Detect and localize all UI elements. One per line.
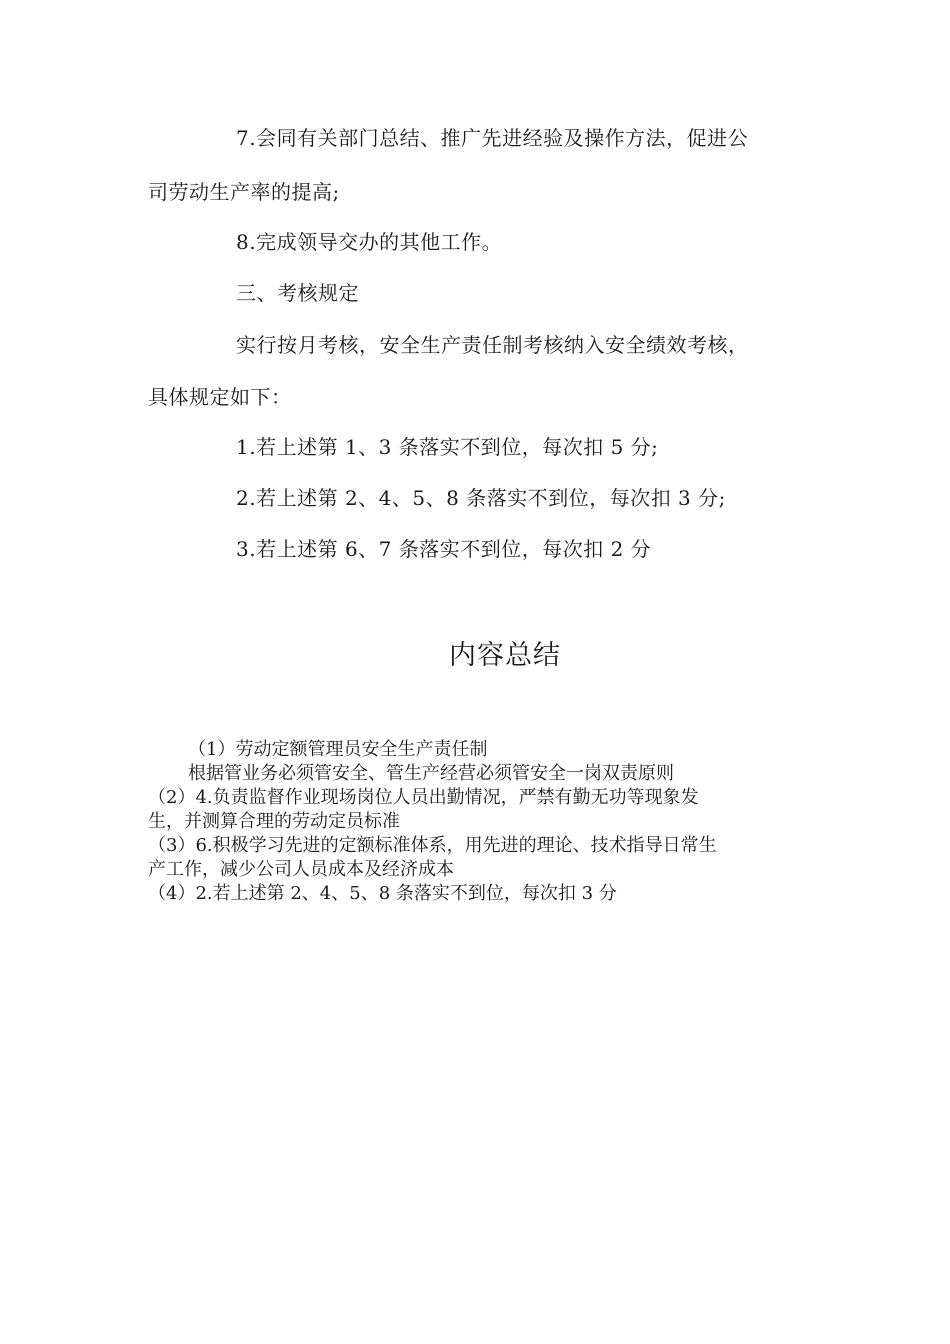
rule-item-1: 1.若上述第 1、3 条落实不到位，每次扣 5 分; [236,435,659,459]
summary-line-2: 根据管业务必须管安全、管生产经营必须管安全一岗双责原则 [188,763,674,784]
rule-item-2: 2.若上述第 2、4、5、8 条落实不到位，每次扣 3 分; [236,486,726,510]
summary-title: 内容总结 [449,640,561,671]
summary-line-3-continued: 生，并测算合理的劳动定员标准 [148,811,400,832]
summary-line-5: （4）2.若上述第 2、4、5、8 条落实不到位，每次扣 3 分 [148,883,617,904]
body-paragraph-7: 7.会同有关部门总结、推广先进经验及操作方法，促进公 [236,126,749,150]
summary-line-3: （2）4.负责监督作业现场岗位人员出勤情况，严禁有勤无功等现象发 [148,787,699,808]
body-paragraph-8: 8.完成领导交办的其他工作。 [236,230,503,254]
rule-item-3: 3.若上述第 6、7 条落实不到位，每次扣 2 分 [236,537,652,561]
body-paragraph-assessment: 实行按月考核，安全生产责任制考核纳入安全绩效考核， [236,333,749,357]
summary-line-4-continued: 产工作，减少公司人员成本及经济成本 [148,859,454,880]
body-paragraph-assessment-continued: 具体规定如下： [148,385,292,409]
body-paragraph-7-continued: 司劳动生产率的提高; [148,180,340,204]
section-heading-assessment: 三、考核规定 [236,281,359,305]
summary-line-1: （1）劳动定额管理员安全生产责任制 [188,739,488,760]
summary-line-4: （3）6.积极学习先进的定额标准体系，用先进的理论、技术指导日常生 [148,835,717,856]
